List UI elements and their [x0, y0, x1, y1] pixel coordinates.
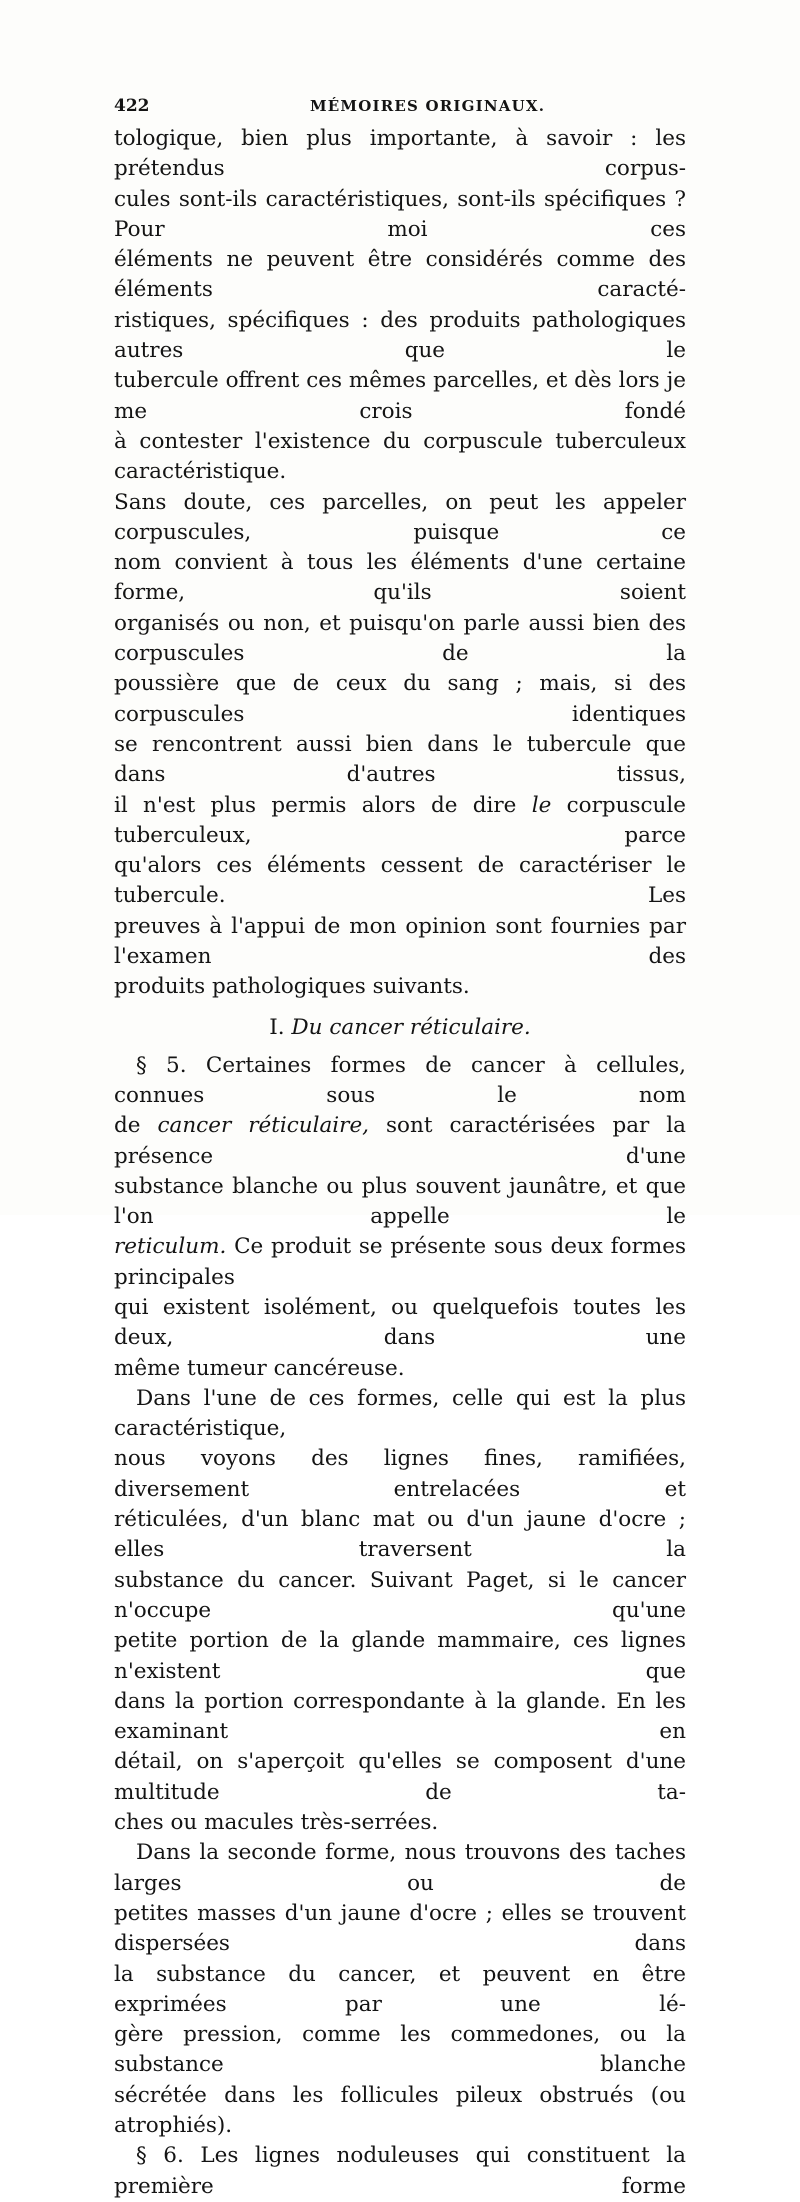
text-line: à contester l'existence du corpuscule tuberculeux caractéristique.	[114, 428, 686, 485]
italic-text: cancer réticulaire,	[157, 1113, 370, 1139]
text-line: gère pression, comme les commedones, ou la substance blanche	[114, 2022, 686, 2078]
text-line: tubercule offrent ces mêmes parcelles, et dès lors je me crois fondé	[114, 368, 686, 424]
section-title: Du cancer réticulaire.	[291, 1014, 531, 1040]
text-line: organisés ou non, et puisqu'on parle aussi bien des corpuscules de la	[114, 610, 686, 667]
italic-text: reticulum.	[114, 1234, 227, 1260]
text-line: éléments ne peuvent être considérés comme des éléments caracté-	[114, 247, 686, 303]
text-line: § 5. Certaines formes de cancer à cellules, connues sous le nom	[114, 1052, 686, 1108]
section-number: I.	[269, 1014, 285, 1040]
paragraph-continuation	[114, 124, 686, 1003]
paragraph-second-form	[114, 1838, 686, 2141]
text-run: Ce produit se présente sous deux formes principales	[114, 1234, 686, 1290]
text-line: qui existent isolément, ou quelquefois toutes les deux, dans une	[114, 1294, 686, 1351]
text-line: Sans doute, ces parcelles, on peut les appeler corpuscules, puisque ce	[114, 489, 686, 545]
text-line: preuves à l'appui de mon opinion sont fournies par l'examen des	[114, 913, 686, 970]
section-heading	[114, 1013, 686, 1043]
text-line: détail, on s'aperçoit qu'elles se composent d'une multitude de ta-	[114, 1749, 686, 1805]
text-run: il n'est plus permis alors de dire	[114, 792, 532, 818]
text-line: produits pathologiques suivants.	[114, 974, 470, 1000]
text-line: ristiques, spécifiques : des produits pathologiques autres que le	[114, 307, 686, 364]
text-line: sécrétée dans les follicules pileux obstrués (ou atrophiés).	[114, 2082, 686, 2138]
text-line: la substance du cancer, et peuvent en être exprimées par une lé-	[114, 1961, 686, 2017]
running-head: MÉMOIRES ORIGINAUX.	[310, 97, 546, 115]
paragraph-first-form	[114, 1384, 686, 1838]
text-line: cules sont-ils caractéristiques, sont-ils spécifiques ? Pour moi ces	[114, 186, 686, 242]
italic-text: le	[531, 792, 552, 818]
text-line: ches ou macules très-serrées.	[114, 1810, 439, 1836]
text-run: de	[114, 1113, 158, 1139]
text-line: même tumeur cancéreuse.	[114, 1355, 405, 1381]
text-run: sont caractérisées par la présence d'une	[114, 1113, 686, 1169]
text-line: dans la portion correspondante à la glande. En les examinant en	[114, 1688, 686, 1745]
paragraph-section-5	[114, 1051, 686, 1384]
text-line: nous voyons des lignes fines, ramifiées, diversement entrelacées et	[114, 1446, 686, 1502]
text-line: petites masses d'un jaune d'ocre ; elles se trouvent dispersées dans	[114, 1900, 686, 1957]
text-line	[114, 1232, 686, 1293]
text-line: nom convient à tous les éléments d'une certaine forme, qu'ils soient	[114, 550, 686, 606]
text-line: poussière que de ceux du sang ; mais, si des corpuscules identiques	[114, 671, 686, 727]
text-line	[114, 1111, 686, 1172]
text-line: tologique, bien plus importante, à savoir : les prétendus corpus-	[114, 126, 686, 182]
text-run: corpuscule tuberculeux, parce	[114, 792, 686, 848]
paragraph-section-6	[114, 2141, 686, 2202]
text-line: qu'alors ces éléments cessent de caractériser le tubercule. Les	[114, 853, 686, 909]
text-line: substance du cancer. Suivant Paget, si le cancer n'occupe qu'une	[114, 1567, 686, 1623]
body-text	[114, 124, 686, 2202]
page-header	[114, 96, 686, 122]
page-number: 422	[114, 96, 150, 116]
text-line: substance blanche ou plus souvent jaunâtre, et que l'on appelle le	[114, 1173, 686, 1230]
text-line	[114, 791, 686, 852]
text-line: Dans l'une de ces formes, celle qui est la plus caractéristique,	[114, 1385, 686, 1442]
text-line: petite portion de la glande mammaire, ces lignes n'existent que	[114, 1628, 686, 1684]
text-line: se rencontrent aussi bien dans le tubercule que dans d'autres tissus,	[114, 731, 686, 788]
text-line: réticulées, d'un blanc mat ou d'un jaune d'ocre ; elles traversent la	[114, 1507, 686, 1563]
text-line: Dans la seconde forme, nous trouvons des taches larges ou de	[114, 1840, 686, 1896]
text-line: § 6. Les lignes noduleuses qui constituent la première forme	[114, 2143, 686, 2199]
